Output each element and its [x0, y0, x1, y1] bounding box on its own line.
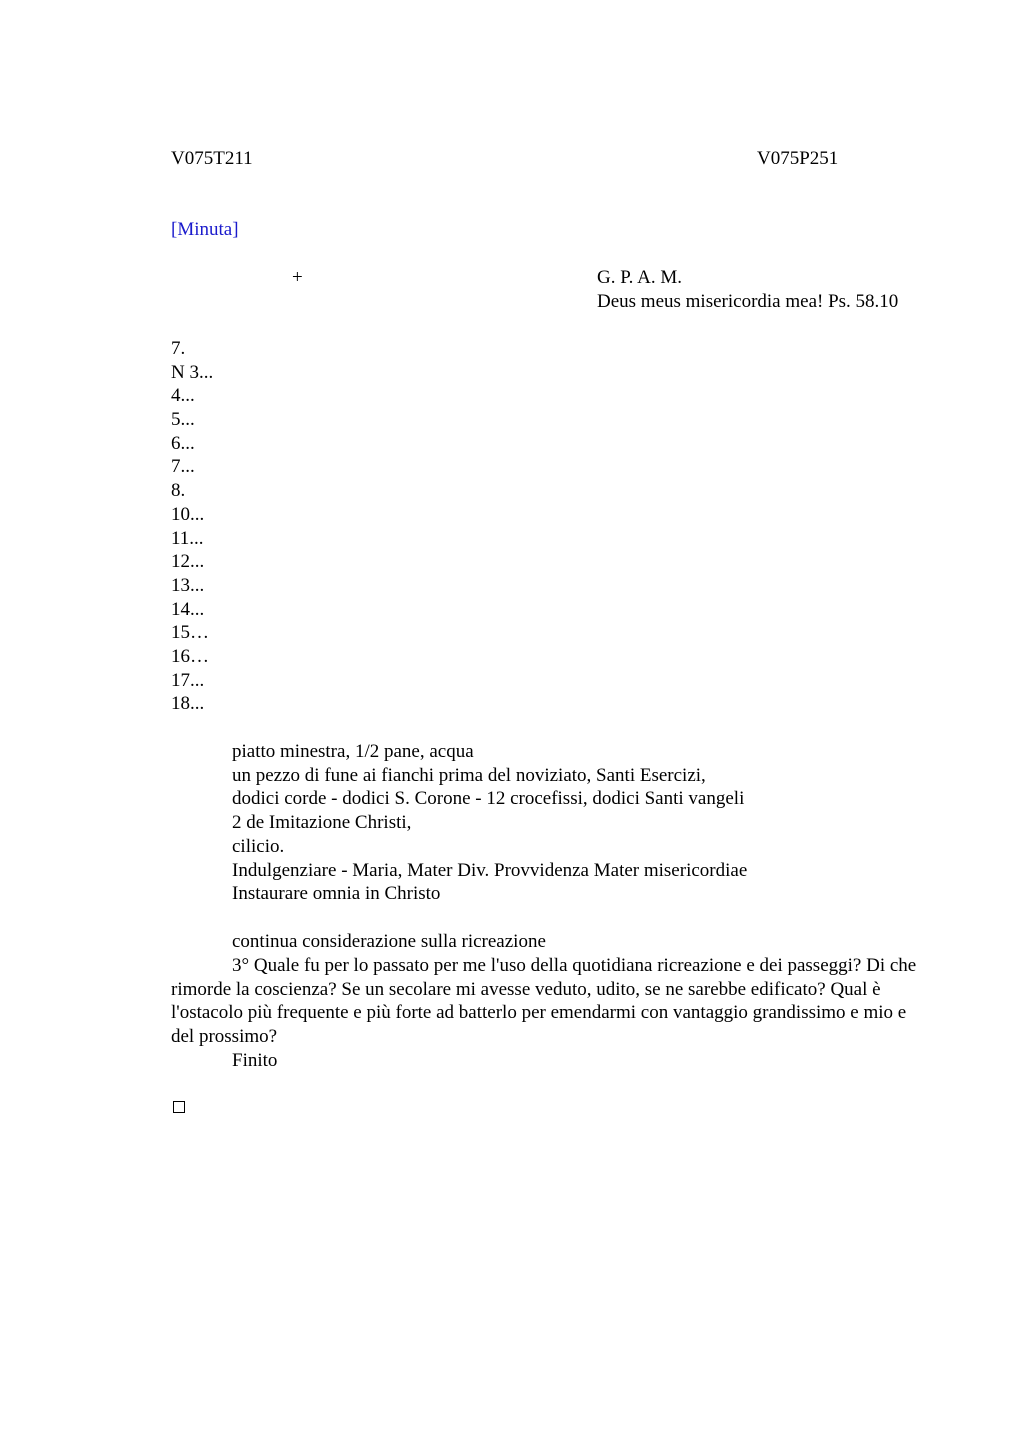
- list-item: 15…: [171, 622, 209, 644]
- note-line: piatto minestra, 1/2 pane, acqua: [232, 741, 474, 762]
- minuta-label: [Minuta]: [171, 219, 239, 240]
- note-line: 2 de Imitazione Christi,: [232, 812, 412, 834]
- list-item: 4...: [171, 385, 195, 407]
- heading-initials: G. P. A. M.: [597, 267, 682, 288]
- note-line: Indulgenziare - Maria, Mater Div. Provvidenza Mater misericordiae: [232, 859, 748, 881]
- note-line: dodici corde - dodici S. Corone - 12 crocefissi, dodici Santi vangeli: [232, 788, 745, 810]
- finito-text: Finito: [232, 1050, 278, 1071]
- list-item: 14...: [171, 598, 205, 620]
- end-square-icon: [173, 1101, 185, 1113]
- list-item: N 3...: [171, 361, 214, 383]
- heading-right: [597, 266, 898, 313]
- list-item: 16…: [171, 645, 209, 667]
- notes-block: [232, 740, 747, 906]
- heading-psalm-quote: Deus meus misericordia mea! Ps. 58.10: [597, 290, 899, 312]
- list-item: 10...: [171, 503, 205, 525]
- list-item: 5...: [171, 409, 195, 431]
- cross-symbol: +: [292, 267, 303, 288]
- document-code-left: V075T211: [171, 148, 253, 169]
- list-item: 11...: [171, 527, 204, 549]
- continua-heading: continua considerazione sulla ricreazione: [232, 931, 546, 952]
- list-item: 18...: [171, 693, 205, 715]
- list-item: 7.: [171, 338, 186, 359]
- list-item: 6...: [171, 432, 195, 454]
- list-item: 7...: [171, 456, 195, 478]
- note-line: un pezzo di fune ai fianchi prima del noviziato, Santi Esercizi,: [232, 764, 706, 786]
- note-line: Instaurare omnia in Christo: [232, 883, 441, 905]
- document-code-right: V075P251: [757, 148, 839, 169]
- numbered-list: [171, 337, 213, 716]
- list-item: 17...: [171, 669, 205, 691]
- list-item: 13...: [171, 574, 205, 596]
- list-item: 8.: [171, 480, 186, 502]
- question-paragraph: 3° Quale fu per lo passato per me l'uso della quotidiana ricreazione e dei passeggi? Di che rimorde la coscienza? Se un secolare mi avesse veduto, udito, se ne sarebbe edificato? Qual è l'ostacolo più frequente e più forte ad batterlo per emendarmi con vantaggio grandissimo e mio e del prossimo?: [171, 955, 917, 1048]
- list-item: 12...: [171, 551, 205, 573]
- note-line: cilicio.: [232, 835, 285, 857]
